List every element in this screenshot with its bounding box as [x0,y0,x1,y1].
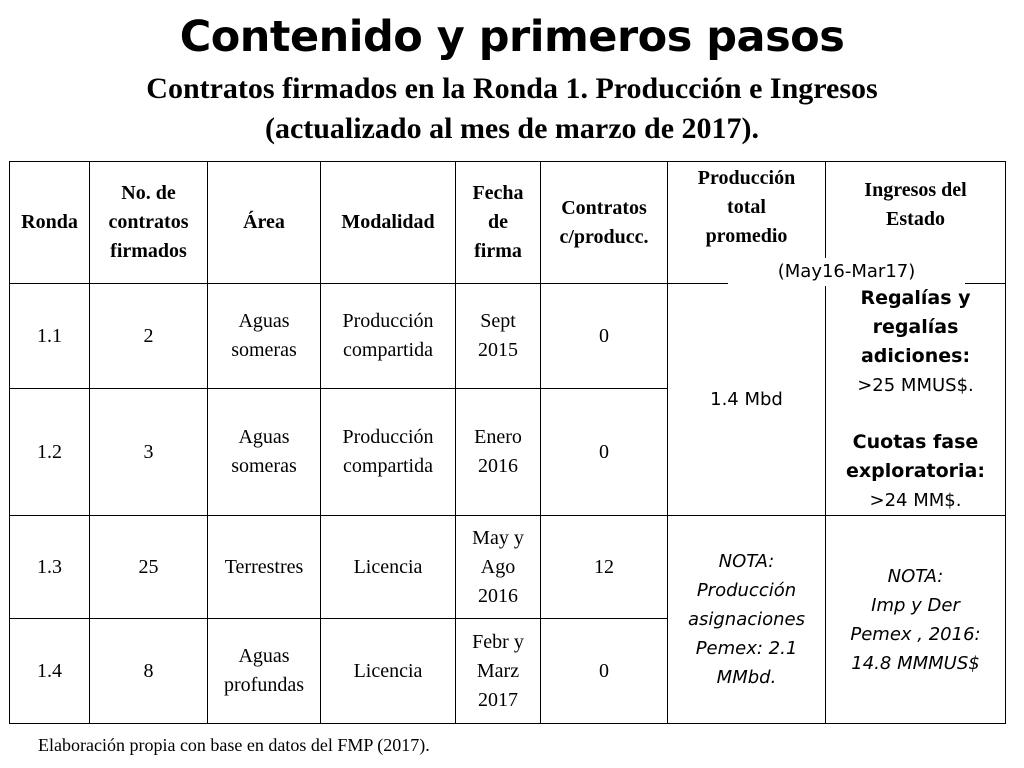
source-note: Elaboración propia con base en datos del FMP (2017). [38,735,430,755]
header-produccion: Producción total promedio (May16-Mar17) [668,162,826,284]
cell-modalidad: Licencia [321,516,456,619]
header-ingresos: Ingresos del Estado [826,162,1006,284]
cell-contratos-produccion: 0 [541,619,668,724]
header-fecha: Fecha de firma [456,162,541,284]
subtitle-line-2: (actualizado al mes de marzo de 2017). [264,112,760,145]
cell-fecha: Enero 2016 [456,389,541,516]
header-ronda: Ronda [10,162,90,284]
header-produccion-period: (May16-Mar17) [728,258,965,286]
cell-contratos: 2 [90,284,208,389]
header-modalidad: Modalidad [321,162,456,284]
cell-contratos: 25 [90,516,208,619]
cell-contratos: 8 [90,619,208,724]
cell-fecha: Sept 2015 [456,284,541,389]
cell-area: Aguas someras [208,389,321,516]
header-area: Área [208,162,321,284]
cell-contratos-produccion: 0 [541,389,668,516]
slide-subtitle [0,69,1024,149]
cell-produccion-note: NOTA: Producción asignaciones Pemex: 2.1 MMbd. [668,516,826,724]
subtitle-line-1: Contratos firmados en la Ronda 1. Producción e Ingresos [146,72,878,105]
cell-area: Aguas someras [208,284,321,389]
cell-contratos-produccion: 12 [541,516,668,619]
cell-ingresos-block: Regalías y regalías adiciones: >25 MMUS$. Cuotas fase exploratoria: >24 MM$. [826,284,1006,516]
cell-modalidad: Licencia [321,619,456,724]
contracts-table [9,161,1006,724]
cell-ronda: 1.2 [10,389,90,516]
cell-ronda: 1.3 [10,516,90,619]
cell-modalidad: Producción compartida [321,284,456,389]
cell-modalidad: Producción compartida [321,389,456,516]
cell-ronda: 1.1 [10,284,90,389]
header-row [10,162,1006,284]
cell-produccion-value: 1.4 Mbd [668,284,826,516]
cell-ingresos-note: NOTA: Imp y Der Pemex , 2016: 14.8 MMMUS$ [826,516,1006,724]
table-row [10,284,1006,389]
header-no-contratos: No. de contratos firmados [90,162,208,284]
slide-title: Contenido y primeros pasos [179,12,845,62]
cell-contratos: 3 [90,389,208,516]
header-contratos-produccion: Contratos c/producc. [541,162,668,284]
cell-fecha: Febr y Marz 2017 [456,619,541,724]
cell-area: Terrestres [208,516,321,619]
table-row [10,516,1006,619]
cell-contratos-produccion: 0 [541,284,668,389]
cell-fecha: May y Ago 2016 [456,516,541,619]
cell-ronda: 1.4 [10,619,90,724]
cell-area: Aguas profundas [208,619,321,724]
